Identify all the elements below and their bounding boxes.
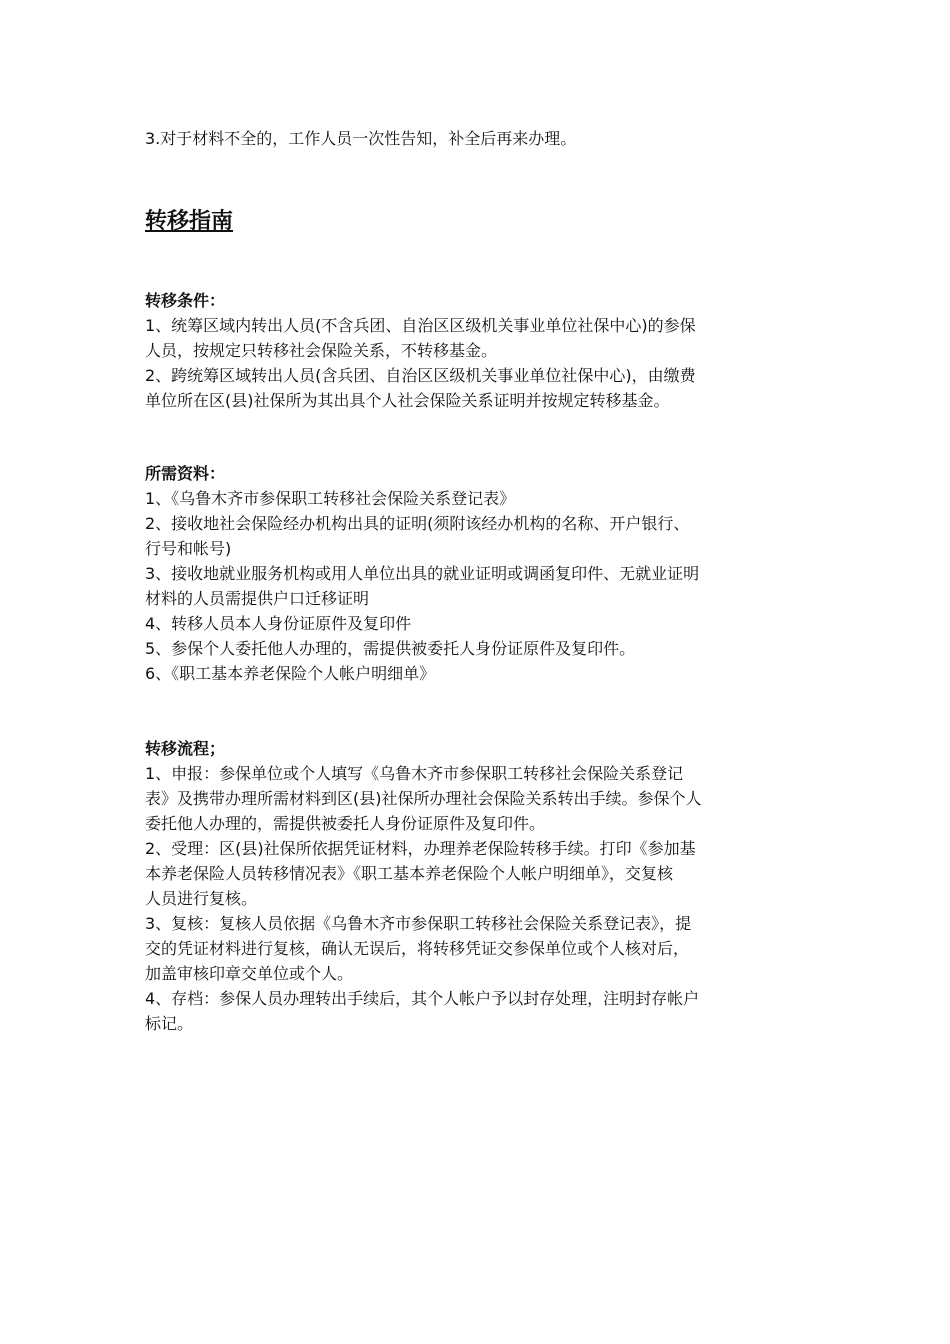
materials-line: 1、《乌鲁木齐市参保职工转移社会保险关系登记表》 <box>145 489 516 508</box>
conditions-section <box>145 288 696 413</box>
conditions-line: 单位所在区(县)社保所为其出具个人社会保险关系证明并按规定转移基金。 <box>145 391 670 410</box>
process-line: 本养老保险人员转移情况表》《职工基本养老保险个人帐户明细单》，交复核 <box>145 864 674 883</box>
process-line: 交的凭证材料进行复核，确认无误后，将转移凭证交参保单位或个人核对后， <box>145 939 690 958</box>
materials-line: 3、接收地就业服务机构或用人单位出具的就业证明或调函复印件、无就业证明 <box>145 564 700 583</box>
materials-section <box>145 461 699 686</box>
process-line: 4、存档：参保人员办理转出手续后，其个人帐户予以封存处理，注明封存帐户 <box>145 989 700 1008</box>
conditions-line: 人员，按规定只转移社会保险关系，不转移基金。 <box>145 341 498 360</box>
materials-line: 4、转移人员本人身份证原件及复印件 <box>145 614 412 633</box>
materials-heading: 所需资料： <box>145 464 226 483</box>
conditions-heading: 转移条件： <box>145 291 226 310</box>
materials-line: 2、接收地社会保险经办机构出具的证明(须附该经办机构的名称、开户银行、 <box>145 514 690 533</box>
process-line: 委托他人办理的，需提供被委托人身份证原件及复印件。 <box>145 814 546 833</box>
process-line: 2、受理：区(县)社保所依据凭证材料，办理养老保险转移手续。打印《参加基 <box>145 839 696 858</box>
page-title: 转移指南 <box>145 209 234 234</box>
process-section <box>145 736 702 1036</box>
process-line: 3、复核：复核人员依据《乌鲁木齐市参保职工转移社会保险关系登记表》，提 <box>145 914 692 933</box>
process-heading: 转移流程； <box>145 739 226 758</box>
conditions-line: 2、跨统筹区域转出人员(含兵团、自治区区级机关事业单位社保中心)，由缴费 <box>145 366 696 385</box>
materials-line: 5、参保个人委托他人办理的，需提供被委托人身份证原件及复印件。 <box>145 639 636 658</box>
process-line: 人员进行复核。 <box>145 889 258 908</box>
process-line: 表》及携带办理所需材料到区(县)社保所办理社会保险关系转出手续。参保个人 <box>145 789 702 808</box>
conditions-line: 1、统筹区域内转出人员(不含兵团、自治区区级机关事业单位社保中心)的参保 <box>145 316 696 335</box>
process-line: 1、申报：参保单位或个人填写《乌鲁木齐市参保职工转移社会保险关系登记 <box>145 764 684 783</box>
intro-line: 3.对于材料不全的，工作人员一次性告知，补全后再来办理。 <box>145 129 577 148</box>
process-line: 加盖审核印章交单位或个人。 <box>145 964 354 983</box>
materials-line: 材料的人员需提供户口迁移证明 <box>145 589 370 608</box>
materials-line: 行号和帐号) <box>145 539 232 558</box>
process-line: 标记。 <box>145 1014 194 1033</box>
materials-line: 6、《职工基本养老保险个人帐户明细单》 <box>145 664 436 683</box>
